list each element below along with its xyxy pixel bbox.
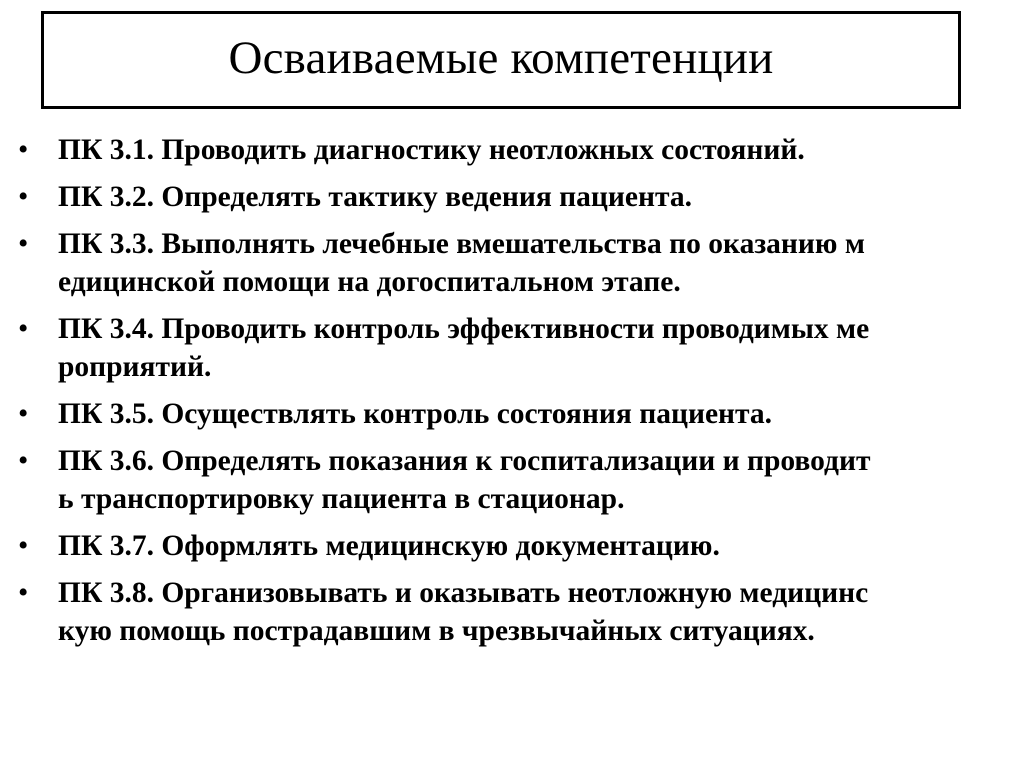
bullet-icon: • [18,445,29,477]
list-item [18,178,1008,216]
list-item-text: ПК 3.3. Выполнять лечебные вмешательства по оказанию м [58,228,865,260]
list-item-text-continued: ь транспортировку пациента в стационар. [58,483,625,515]
bullet-icon: • [18,530,29,562]
bullet-icon: • [18,134,29,166]
list-item [18,131,1008,169]
list-item-text: ПК 3.5. Осуществлять контроль состояния пациента. [58,398,773,430]
bullet-icon: • [18,313,29,345]
list-item-text: ПК 3.4. Проводить контроль эффективности проводимых ме [58,313,870,345]
bullet-icon: • [18,577,29,609]
competency-list [18,131,1008,659]
list-item [18,527,1008,565]
list-item-text-continued: роприятий. [58,351,212,383]
list-item [18,225,1008,301]
list-item-text: ПК 3.6. Определять показания к госпитализации и проводит [58,445,871,477]
bullet-icon: • [18,228,29,260]
list-item [18,442,1008,518]
title-box [41,11,961,109]
list-item [18,310,1008,386]
list-item [18,395,1008,433]
slide-title: Осваиваемые компетенции [228,32,774,84]
list-item-text-continued: кую помощь пострадавшим в чрезвычайных ситуациях. [58,615,815,647]
list-item-text: ПК 3.2. Определять тактику ведения пациента. [58,181,692,213]
list-item-text: ПК 3.7. Оформлять медицинскую документацию. [58,530,720,562]
bullet-icon: • [18,398,29,430]
bullet-icon: • [18,181,29,213]
list-item-text: ПК 3.1. Проводить диагностику неотложных состояний. [58,134,805,166]
list-item-text-continued: едицинской помощи на догоспитальном этапе. [58,266,681,298]
list-item [18,574,1008,650]
list-item-text: ПК 3.8. Организовывать и оказывать неотложную медицинс [58,577,869,609]
